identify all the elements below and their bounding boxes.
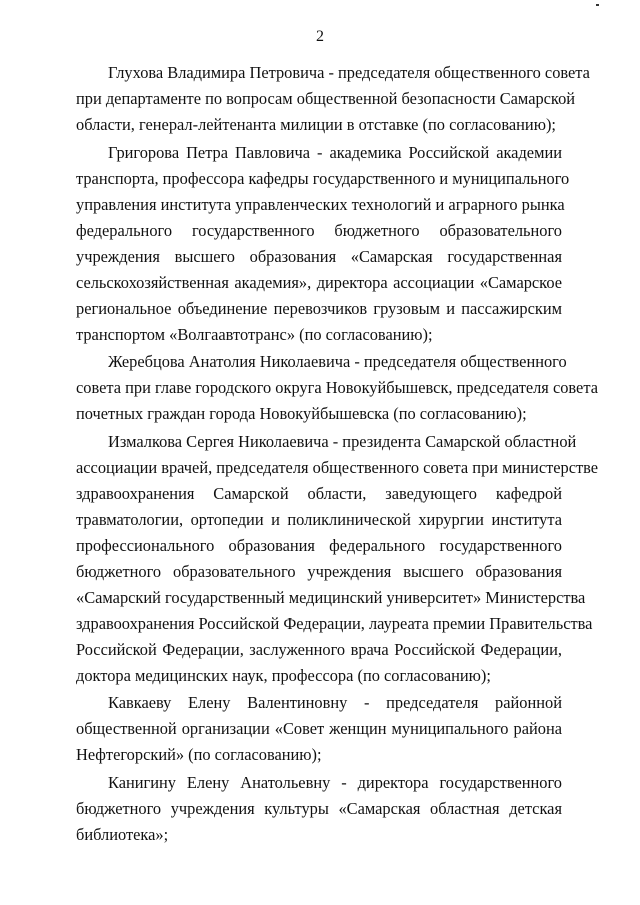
text-line: почетных граждан города Новокуйбышевска (по согласованию); <box>76 404 527 423</box>
document-body <box>76 60 599 849</box>
text-line: профессионального образования федерального государственного <box>76 535 562 555</box>
text-line: ассоциации врачей, председателя общественного совета при министерстве <box>76 457 599 477</box>
scan-speck <box>596 4 599 6</box>
text-line: Канигину Елену Анатольевну - директора государственного <box>108 772 562 792</box>
text-line: совета при главе городского округа Новокуйбышевск, председателя совета <box>76 378 598 397</box>
text-line: Измалкова Сергея Николаевича - президента Самарской областной <box>108 431 577 451</box>
text-line: Григорова Петра Павловича - академика Российской академии <box>108 142 562 162</box>
text-line: Нефтегорский» (по согласованию); <box>76 745 322 764</box>
text-line: управления института управленческих технологий и аграрного рынка <box>76 194 565 214</box>
paragraph <box>76 429 599 689</box>
text-line: федерального государственного бюджетного образовательного <box>76 220 562 240</box>
text-line: Кавкаеву Елену Валентиновну - председателя районной <box>108 693 562 712</box>
text-line: общественной организации «Совет женщин муниципального района <box>76 719 562 738</box>
text-line: региональное объединение перевозчиков грузовым и пассажирским <box>76 298 562 318</box>
paragraph <box>76 349 598 427</box>
text-line: бюджетного учреждения культуры «Самарская областная детская <box>76 798 562 818</box>
text-line: сельскохозяйственная академия», директора ассоциации «Самарское <box>76 272 562 292</box>
text-line: области, генерал-лейтенанта милиции в отставке (по согласованию); <box>76 115 556 134</box>
paragraph <box>76 770 562 848</box>
paragraph <box>76 690 562 768</box>
text-line: Глухова Владимира Петровича - председателя общественного совета <box>108 63 590 82</box>
text-line: бюджетного образовательного учреждения высшего образования <box>76 561 562 581</box>
paragraph <box>76 140 570 348</box>
text-line: транспортом «Волгаавтотранс» (по согласованию); <box>76 324 433 344</box>
text-line: Жеребцова Анатолия Николаевича - председателя общественного <box>108 352 567 371</box>
page-number: 2 <box>316 28 324 45</box>
text-line: учреждения высшего образования «Самарская государственная <box>76 246 562 266</box>
text-line: травматологии, ортопедии и поликлинической хирургии института <box>76 509 562 529</box>
text-line: Российской Федерации, заслуженного врача Российской Федерации, <box>76 639 562 659</box>
text-line: «Самарский государственный медицинский университет» Министерства <box>76 587 586 607</box>
text-line: здравоохранения Российской Федерации, лауреата премии Правительства <box>76 613 593 633</box>
text-line: при департаменте по вопросам общественной безопасности Самарской <box>76 89 576 108</box>
text-line: транспорта, профессора кафедры государственного и муниципального <box>76 168 570 188</box>
paragraph <box>76 60 590 138</box>
text-line: доктора медицинских наук, профессора (по согласованию); <box>76 665 491 685</box>
text-line: здравоохранения Самарской области, заведующего кафедрой <box>76 483 562 503</box>
text-line: библиотека»; <box>76 824 169 844</box>
